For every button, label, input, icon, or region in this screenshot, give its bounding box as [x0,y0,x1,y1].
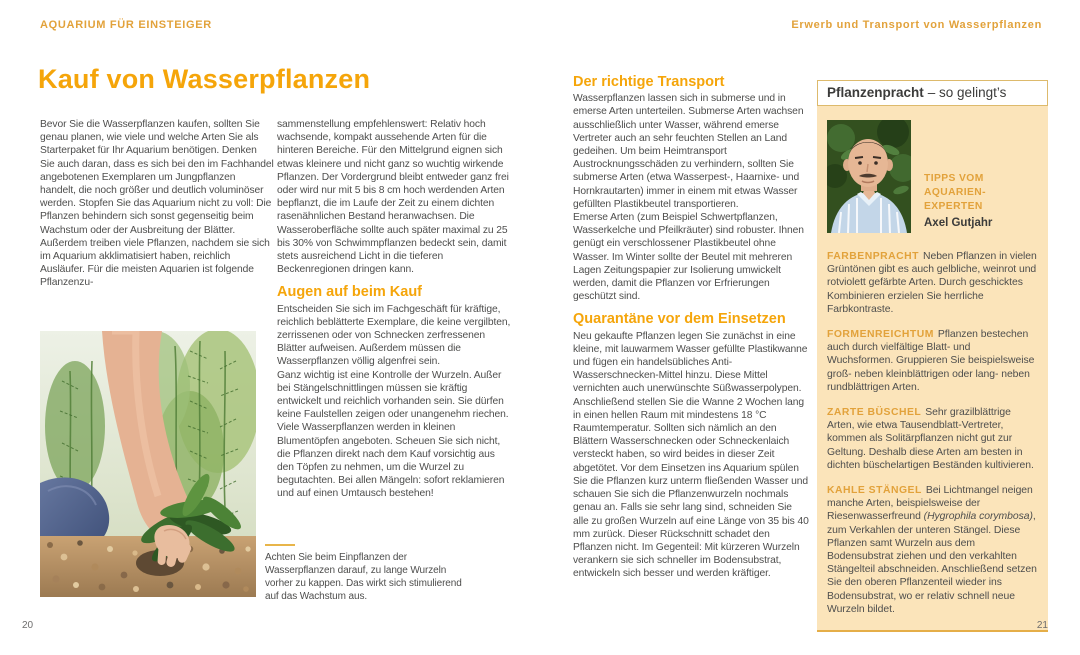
sidebar-section-kahle-staengel [827,484,1038,616]
running-header-right: Erwerb und Transport von Wasserpflanzen [791,19,1042,31]
tips-label-line2: AQUARIEN-EXPERTEN [924,187,986,212]
caption-divider [265,544,295,546]
article-title: Kauf von Wasserpflanzen [38,64,371,94]
sidebar-section-zarte-bueschel [827,406,1038,472]
sidebar-section-body: Sehr grazilblättrige Arten, wie etwa Tausendblatt-Vertreter, kommen als Solitärpflanzen nicht gut zur Geltung. Deshalb diese Arten am besten in dichten büschelartigen Beständen kultivieren. [827,407,1034,471]
intro-paragraph-col1: Bevor Sie die Wasserpflanzen kaufen, sollten Sie genau planen, wie viele und welche Arten Sie als Starterpaket für Ihr Aquarium benötigen. Denken Sie auch daran, dass es sich bei den im Fachhandel angebotenen Exemplaren um Jungpflanzen handelt, die noch größer und deutlich voluminöser werden. Stopfen Sie das Aquarium nicht zu voll: Die Pflanzen behindern sich sonst gegenseitig beim Wachstum oder der Ausbreitung der Blätter. Außerdem treiben viele Pflanzen, nachdem sie sich im Aquarium akklimatisiert haben, reichlich Ausläufer. Für die meisten Aquarien ist folgende Pflanzenzu- [40,119,274,289]
page-number-left: 20 [22,620,34,631]
photo-caption [265,551,471,603]
sidebar-section-farbenpracht [827,250,1038,316]
aquarium-planting-photo [40,331,256,597]
heading-der-richtige-transport: Der richtige Transport [573,74,725,90]
expert-name: Axel Gutjahr [924,217,993,229]
sidebar-section-body-latin-name: (Hygrophila corymbosa) [923,511,1033,523]
sidebar-section-body: Neben Pflanzen in vielen Grüntönen gibt es auch gelbliche, weinrot und rotviolett gefärbte Arten. Durch geschicktes Kombinieren erzielen Sie herrliche Farbkontraste. [827,251,1037,315]
photo-caption-text: Achten Sie beim Einpflanzen der Wasserpflanzen darauf, zu lange Wurzeln vorher zu kappen. Das wirkt sich stimulierend auf das Wachstum aus. [265,552,462,602]
kauf-paragraph-1: Entscheiden Sie sich im Fachgeschäft für kräftige, reichlich beblätterte Exemplare, die keine vergilbten, zerrissenen oder von Schnecken zerfressenen Blätter aufweisen. Außerdem müssen die Wasserpflanzen völlig algenfrei sein. [277,303,511,368]
sidebar-section-formenreichtum [827,328,1038,394]
sidebar-section-heading: ZARTE BÜSCHEL [827,407,922,419]
sidebar-section-heading: KAHLE STÄNGEL [827,485,922,497]
expert-intro-row [827,120,1038,233]
heading-augen-auf-beim-kauf: Augen auf beim Kauf [277,284,423,301]
expert-tip-box [817,80,1048,632]
sidebar-section-heading: FARBENPRACHT [827,251,920,262]
page-number-right: 21 [1036,620,1048,631]
sidebar-section-body-pre: Bei Lichtmangel neigen manche Arten, beispielsweise der Riesenwasserfreund [827,485,1033,523]
tips-label-line1: TIPPS VOM [924,173,984,184]
expert-box-title-rest: – so gelingt’s [927,85,1007,100]
sidebar-section-body: Pflanzen bestechen auch durch vielfältige Blatt- und Wuchsformen. Gruppieren Sie beispielsweise groß- neben kleinblättrigen oder lang- neben rundblättrigen Arten. [827,329,1035,393]
quarantaene-paragraph-1: Neu gekaufte Pflanzen legen Sie zunächst in eine kleine, mit lauwarmem Wasser gefüllte Plastikwanne und fügen ein handelsübliches Anti-Wasserschnecken-Mittel hinzu. Diese Mittel vernichten auch unerwünschte Süßwasserpolypen. Anschließend stellen Sie die Wanne 2 Wochen lang in einen hellen Raum mit mindestens 18 °C Raumtemperatur. Sollten sich nämlich an den Blättern Wasserschnecken oder Schneckenlaich versteckt haben, so wird beides in dieser Zeit abgetötet. Vor dem Einsetzen ins Aquarium spülen Sie die Pflanzen kurz unterm fließenden Wasser und schauen Sie sich die Pflanzenwurzeln nochmals genau an. Falls sie sehr lang sind, schneiden Sie alle zu großen Wurzeln auf eine Länge von 35 bis 40 mm zurück. Dieser Rückschnitt schadet den Pflanzen nicht. Im Gegenteil: Mit kürzeren Wurzeln verankern sie sich schneller im Bodensubstrat, entwickeln sich besser und werden kräftiger. [573,330,809,580]
running-header-left: AQUARIUM FÜR EINSTEIGER [40,19,212,31]
expert-portrait-photo [827,120,911,233]
sidebar-section-body-post: , zum Verkahlen der unteren Stängel. Diese Pflanzen samt Wurzeln aus dem Bodensubstrat ziehen und den verkahlten Stängelteil abschneiden. Anschließend setzen Sie den oberen Pflanzenteil wieder ins Bodensubstrat, wo er relativ schnell neue Wurzeln bildet. [827,511,1037,615]
text-column-1 [40,118,274,290]
expert-box-panel [817,106,1048,632]
kauf-paragraph-2: Ganz wichtig ist eine Kontrolle der Wurzeln. Außer bei Stängelschnittlingen müssen sie kräftig entwickelt und reichlich vorhanden sein. Sie dürfen keine Faulstellen zeigen oder unangenehm riechen. Viele Wasserpflanzen werden in kleinen Blumentöpfen angeboten. Scheuen Sie sich nicht, die Pflanzen direkt nach dem Kauf vorsichtig aus den Töpfen zu nehmen, um die Wurzel zu begutachten. Bei allen Mängeln: sofort reklamieren und auf einen Umtausch bestehen! [277,369,509,500]
transport-paragraph-2: Emerse Arten (zum Beispiel Schwertpflanzen, Wasserkelche und Pfeilkräuter) sind robuster. Ihnen genügt ein verschlossener Plastikbeutel ohne Wasser. Im Winter sollte der Beutel mit mehreren Lagen Zeitungspapier zur Isolierung umwickelt werden, damit die Pflanzen vor Erfrierungen geschützt sind. [573,212,804,303]
expert-box-title [817,80,1048,106]
transport-paragraph-1: Wasserpflanzen lassen sich in submerse und in emerse Arten unterteilen. Submerse Arten wachsen ausschließlich unter Wasser, während emerse Vertreter auch an sehr feuchten Stellen an Land gedeihen. Um beim Heimtransport Austrocknungsschäden zu verhindern, sollten Sie submerse Arten (etwa Wasserpest-, Haarnixe- und Hornkrautarten) immer in einem mit etwas Wasser gefüllten Plastikbeutel transportieren. [573,93,804,210]
text-column-2 [277,118,511,501]
sidebar-section-heading: FORMENREICHTUM [827,329,934,341]
heading-quarantaene-vor-dem-einsetzen: Quarantäne vor dem Einsetzen [573,311,786,328]
expert-box-title-bold: Pflanzenpracht [827,85,924,100]
text-column-3 [573,76,809,581]
expert-tips-label-block [924,172,1038,229]
intro-paragraph-col2: sammenstellung empfehlenswert: Relativ hoch wachsende, kompakt aussehende Arten für die hinteren Bereiche. Für den Mittelgrund eignen sich etwas kleinere und nicht ganz so wuchtig wirkende Pflanzen. Der Vordergrund bleibt entweder ganz frei oder wird nur mit 5 bis 8 cm hoch werdenden Arten bepflanzt, die im Laufe der Zeit zu einem dichten rasenähnlichen Bestand heranwachsen. Die Wasseroberfläche sollte auch später maximal zu 25 bis 30% von Schwimmpflanzen bedeckt sein, damit stets ausreichend Licht in die tieferen Beckenregionen dringen kann. [277,119,509,276]
